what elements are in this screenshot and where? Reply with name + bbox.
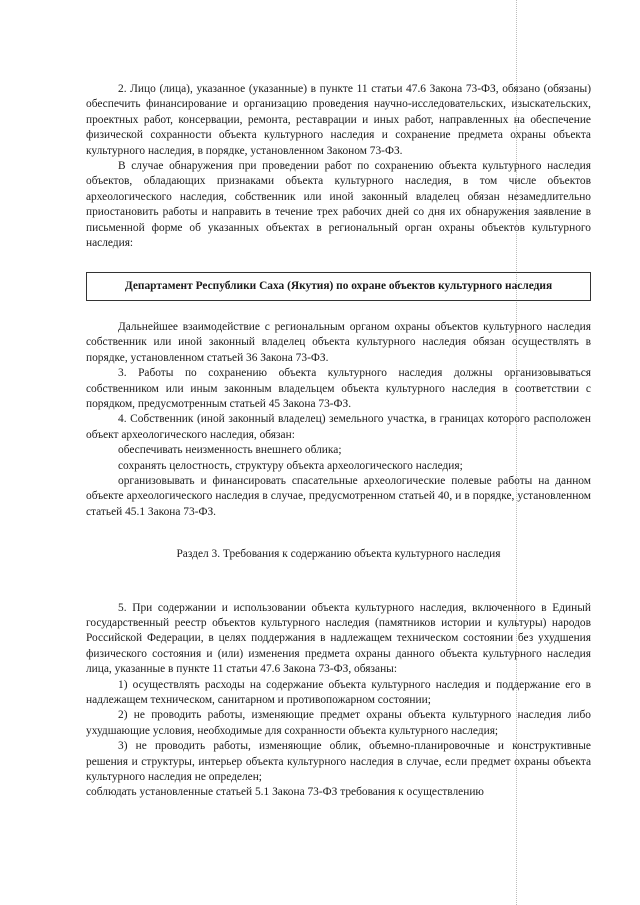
list-item-2: 2) не проводить работы, изменяющие предмет охраны объекта культурного наследия либо ухудшающие условия, необходимые для сохранности объекта культурного наследия; xyxy=(86,709,591,737)
last-line: соблюдать установленные статьей 5.1 Закона 73-ФЗ требования к осуществлению xyxy=(86,786,484,799)
document-page xyxy=(86,82,591,801)
list-item-appearance: обеспечивать неизменность внешнего облика; xyxy=(118,444,342,457)
paragraph-5: 5. При содержании и использовании объекта культурного наследия, включенного в Единый государственный реестр объектов культурного наследия (памятников истории и культуры) народов Российской Федерации, в целях поддержания в надлежащем техническом состоянии без ухудшения физического состояния и (или) изменения предмета охраны данного объекта культурного наследия лица, указанные в пункте 11 статьи 47.6 Закона 73-ФЗ, обязаны: xyxy=(86,601,591,676)
list-item-1: 1) осуществлять расходы на содержание объекта культурного наследия и поддержание его в надлежащем техническом, санитарном и противопожарном состоянии; xyxy=(86,678,591,706)
boxed-heading: Департамент Республики Саха (Якутия) по охране объектов культурного наследия xyxy=(86,272,591,300)
list-item-integrity: сохранять целостность, структуру объекта археологического наследия; xyxy=(118,459,463,472)
paragraph-3: 3. Работы по сохранению объекта культурного наследия должны организовываться собственником или иным законным владельцем объекта культурного наследия в соответствии с порядком, предусмотренным статьей 45 Закона 73-ФЗ. xyxy=(86,367,591,410)
paragraph-2: 2. Лицо (лица), указанное (указанные) в пункте 11 статьи 47.6 Закона 73-ФЗ, обязано (обязаны) обеспечить финансирование и организацию проведения научно-исследовательских, изыскательских, проектных работ, консервации, ремонта, реставрации и иных работ, направленных на обеспечение физической сохранности объекта культурного наследия и сохранение предмета охраны объекта культурного наследия, в порядке, установленном Законом 73-ФЗ. xyxy=(86,83,591,157)
paragraph-interaction: Дальнейшее взаимодействие с региональным органом охраны объектов культурного наследия собственник или иной законный владелец объекта культурного наследия обязан осуществлять в порядке, установленном статьей 36 Закона 73-ФЗ. xyxy=(86,320,591,364)
paragraph-discovery: В случае обнаружения при проведении работ по сохранению объекта культурного наследия объектов, обладающих признаками объекта культурного наследия, в том числе объектов археологического наследия, собственник или иной законный владелец обязан незамедлительно приостановить работы и направить в течение трех рабочих дней со дня их обнаружения заявление в письменной форме об указанных объектах в региональный орган охраны объектов культурного наследия: xyxy=(86,160,591,250)
list-item-3: 3) не проводить работы, изменяющие облик, объемно-планировочные и конструктивные решения и структуры, интерьер объекта культурного наследия в случае, если предмет охраны объекта культурного наследия не определен; xyxy=(86,740,591,784)
paragraph-4: 4. Собственник (иной законный владелец) земельного участка, в границах которого расположен объект археологического наследия, обязан: xyxy=(86,413,591,441)
list-item-rescue-works: организовывать и финансировать спасательные археологические полевые работы на данном объекте археологического наследия в случае, предусмотренном статьей 40, и в порядке, установленном статьей 45.1 Закона 73-ФЗ. xyxy=(86,474,591,518)
section-3-title: Раздел 3. Требования к содержанию объекта культурного наследия xyxy=(176,548,501,561)
